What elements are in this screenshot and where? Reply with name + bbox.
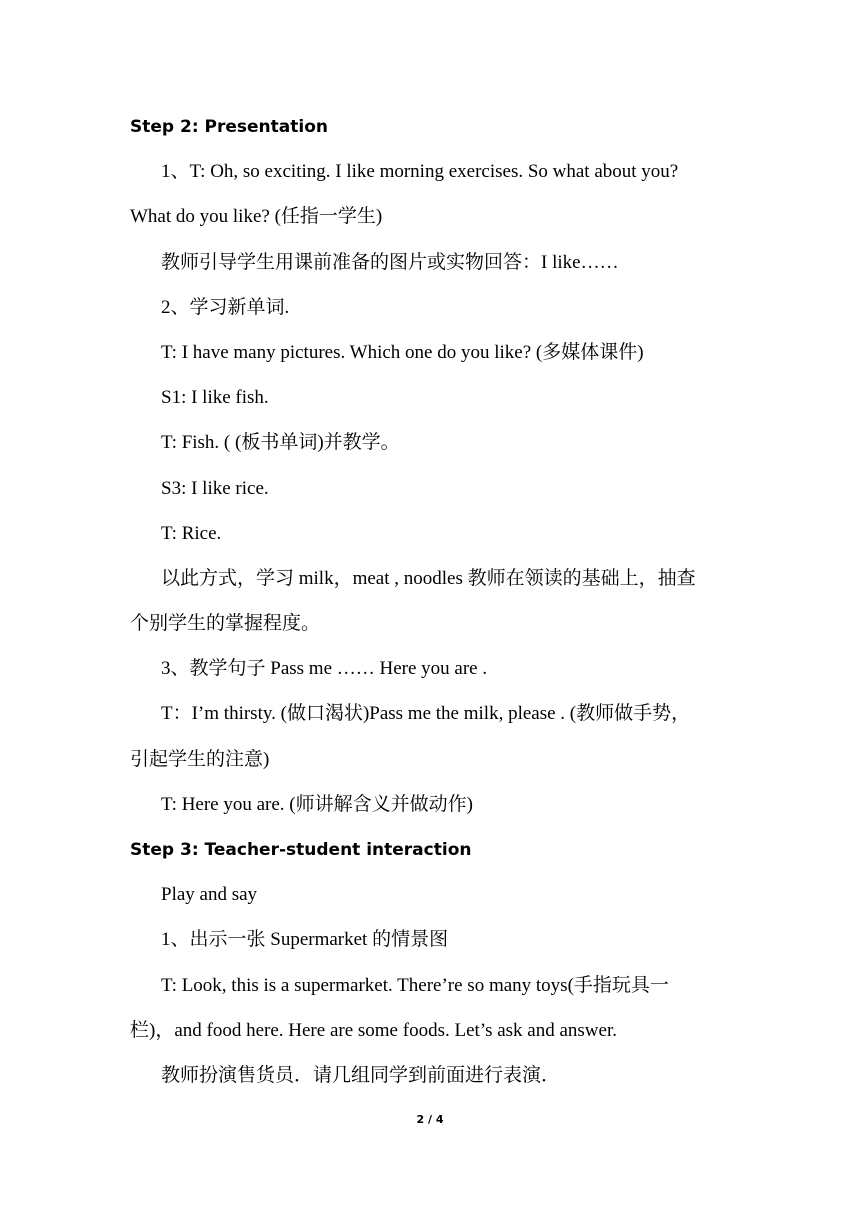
paragraph-line: 教师引导学生用课前准备的图片或实物回答：I like…… [161, 251, 619, 273]
paragraph-line: T: Here you are. (师讲解含义并做动作) [161, 793, 473, 815]
paragraph-line: T：I’m thirsty. (做口渴状)Pass me the milk, please . (教师做手势， [161, 703, 691, 725]
paragraph-line: 1、T: Oh, so exciting. I like morning exercises. So what about you? [161, 161, 679, 183]
paragraph-line: 栏)，and food here. Here are some foods. Let’s ask and answer. [130, 1019, 617, 1041]
document-body [130, 109, 730, 1103]
paragraph-line: T: I have many pictures. Which one do you like? (多媒体课件) [161, 341, 644, 363]
paragraph-line: Play and say [161, 884, 258, 906]
paragraph-line: T: Rice. [161, 522, 222, 544]
paragraph-line: T: Fish. ( (板书单词)并教学。 [161, 432, 400, 454]
paragraph-line: S3: I like rice. [161, 477, 269, 499]
paragraph-line: 1、出示一张 Supermarket 的情景图 [161, 929, 449, 951]
paragraph-line: 教师扮演售货员．请几组同学到前面进行表演． [161, 1064, 561, 1086]
paragraph-line: T: Look, this is a supermarket. There’re so many toys(手指玩具一 [161, 974, 669, 996]
paragraph-line: 2、学习新单词. [161, 296, 290, 318]
page-number: 2 / 4 [416, 1113, 444, 1126]
paragraph-line: 个别学生的掌握程度。 [130, 613, 321, 635]
paragraph-line: What do you like? (任指一学生) [130, 206, 383, 228]
paragraph-line: 以此方式，学习 milk，meat , noodles 教师在领读的基础上，抽查 [161, 567, 696, 589]
paragraph-line: 引起学生的注意) [130, 748, 270, 770]
paragraph-line: S1: I like fish. [161, 387, 269, 409]
paragraph-line: 3、教学句子 Pass me …… Here you are . [161, 658, 488, 680]
heading-step-3: Step 3: Teacher-student interaction [130, 840, 472, 860]
heading-step-2: Step 2: Presentation [130, 117, 328, 137]
